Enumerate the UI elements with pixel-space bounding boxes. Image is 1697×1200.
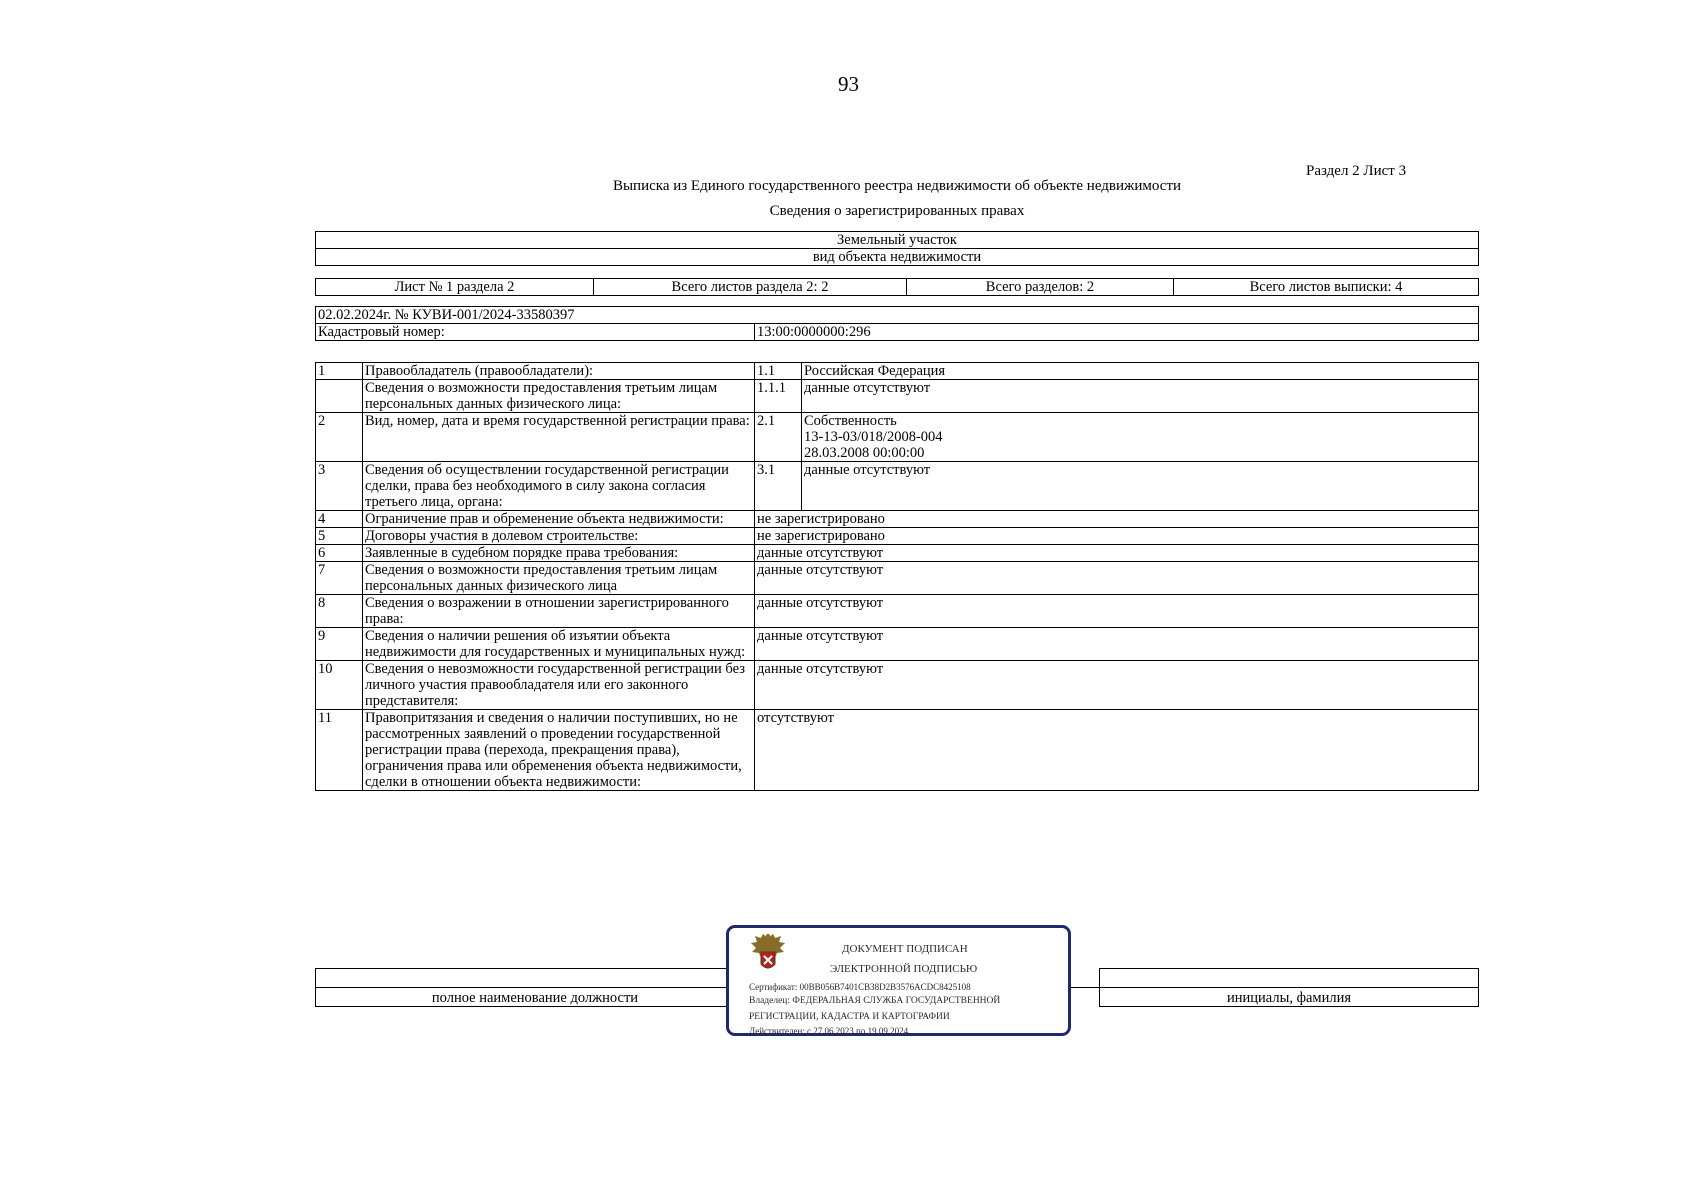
row-number: 3 bbox=[316, 462, 363, 511]
row-label: Сведения об осуществлении государственной регистрации сделки, права без необходимого в силу закона согласия третьего лица, органа: bbox=[363, 462, 755, 511]
extract-date-number: 02.02.2024г. № КУВИ-001/2024-33580397 bbox=[316, 307, 1479, 324]
row-number: 6 bbox=[316, 545, 363, 562]
stamp-owner-1: Владелец: ФЕДЕРАЛЬНАЯ СЛУЖБА ГОСУДАРСТВЕННОЙ bbox=[749, 996, 1001, 1006]
row-number: 4 bbox=[316, 511, 363, 528]
row-value bbox=[802, 413, 1479, 462]
table-row bbox=[316, 595, 1479, 628]
stamp-owner-2: РЕГИСТРАЦИИ, КАДАСТРА И КАРТОГРАФИИ bbox=[749, 1012, 950, 1022]
row-label: Договоры участия в долевом строительстве: bbox=[363, 528, 755, 545]
cadastral-number-label: Кадастровый номер: bbox=[316, 324, 755, 341]
extract-info-table bbox=[315, 306, 1479, 341]
row-subnumber: 3.1 bbox=[755, 462, 802, 511]
stamp-certificate: Сертификат: 00BB056B7401CB38D2B3576ACDC8425108 bbox=[749, 982, 971, 992]
page-number: 93 bbox=[838, 72, 859, 96]
table-row bbox=[316, 661, 1479, 710]
row-number: 7 bbox=[316, 562, 363, 595]
name-label: инициалы, фамилия bbox=[1100, 988, 1479, 1007]
table-row bbox=[316, 462, 1479, 511]
row-number: 10 bbox=[316, 661, 363, 710]
row-number: 9 bbox=[316, 628, 363, 661]
electronic-signature-stamp bbox=[726, 925, 1071, 1036]
extract-sheets-total: Всего листов выписки: 4 bbox=[1174, 279, 1479, 296]
section-reference: Раздел 2 Лист 3 bbox=[1306, 163, 1407, 179]
row-subnumber: 2.1 bbox=[755, 413, 802, 462]
table-row bbox=[316, 562, 1479, 595]
row-value: данные отсутствуют bbox=[755, 595, 1479, 628]
row-label: Правообладатель (правообладатели): bbox=[363, 363, 755, 380]
position-label: полное наименование должности bbox=[316, 988, 755, 1007]
document-subtitle: Сведения о зарегистрированных правах bbox=[769, 203, 1025, 219]
row-value: данные отсутствуют bbox=[802, 462, 1479, 511]
table-row bbox=[316, 528, 1479, 545]
registration-date: 28.03.2008 00:00:00 bbox=[804, 445, 925, 461]
table-row bbox=[316, 710, 1479, 791]
registration-number: 13-13-03/018/2008-004 bbox=[804, 429, 943, 445]
row-number: 5 bbox=[316, 528, 363, 545]
object-type-table bbox=[315, 231, 1479, 266]
row-number: 1 bbox=[316, 363, 363, 380]
row-label: Сведения о возможности предоставления третьим лицам персональных данных физического лица bbox=[363, 562, 755, 595]
document-title: Выписка из Единого государственного реестра недвижимости об объекте недвижимости bbox=[612, 178, 1182, 194]
row-value: не зарегистрировано bbox=[755, 528, 1479, 545]
row-subnumber: 1.1 bbox=[755, 363, 802, 380]
row-number: 11 bbox=[316, 710, 363, 791]
table-row bbox=[316, 628, 1479, 661]
row-value: данные отсутствуют bbox=[755, 661, 1479, 710]
row-number: 8 bbox=[316, 595, 363, 628]
stamp-line-2: ЭЛЕКТРОННОЙ ПОДПИСЬЮ bbox=[830, 963, 978, 975]
rights-table bbox=[315, 362, 1479, 791]
row-value: отсутствуют bbox=[755, 710, 1479, 791]
row-label: Сведения о наличии решения об изъятии объекта недвижимости для государственных и муниципальных нужд: bbox=[363, 628, 755, 661]
table-row bbox=[316, 363, 1479, 380]
table-row bbox=[316, 413, 1479, 462]
object-name: Земельный участок bbox=[316, 232, 1479, 249]
row-label: Сведения о возможности предоставления третьим лицам персональных данных физического лица: bbox=[363, 380, 755, 413]
table-row bbox=[316, 545, 1479, 562]
right-type: Собственность bbox=[804, 413, 897, 429]
sheet-info-table bbox=[315, 278, 1479, 296]
sections-total: Всего разделов: 2 bbox=[907, 279, 1174, 296]
table-row bbox=[316, 380, 1479, 413]
row-value: данные отсутствуют bbox=[802, 380, 1479, 413]
row-label: Заявленные в судебном порядке права требования: bbox=[363, 545, 755, 562]
row-label: Правопритязания и сведения о наличии поступивших, но не рассмотренных заявлений о проведении государственной регистрации права (перехода, прекращения права), ограничения права или обременения объекта недвижимости, сделки в отношении объекта недвижимости: bbox=[363, 710, 755, 791]
table-row bbox=[316, 511, 1479, 528]
row-label: Сведения о возражении в отношении зарегистрированного права: bbox=[363, 595, 755, 628]
row-value: данные отсутствуют bbox=[755, 628, 1479, 661]
row-subnumber: 1.1.1 bbox=[755, 380, 802, 413]
stamp-validity: Действителен: с 27.06.2023 по 19.09.2024 bbox=[749, 1026, 909, 1036]
stamp-line-1: ДОКУМЕНТ ПОДПИСАН bbox=[842, 943, 968, 955]
row-value: данные отсутствуют bbox=[755, 545, 1479, 562]
row-value: Российская Федерация bbox=[802, 363, 1479, 380]
object-type-label: вид объекта недвижимости bbox=[316, 249, 1479, 266]
row-value: не зарегистрировано bbox=[755, 511, 1479, 528]
cadastral-number-value: 13:00:0000000:296 bbox=[755, 324, 1479, 341]
sheet-number: Лист № 1 раздела 2 bbox=[316, 279, 594, 296]
double-headed-eagle-emblem bbox=[749, 932, 787, 976]
row-label: Вид, номер, дата и время государственной регистрации права: bbox=[363, 413, 755, 462]
row-value: данные отсутствуют bbox=[755, 562, 1479, 595]
row-number: 2 bbox=[316, 413, 363, 462]
section-sheets-total: Всего листов раздела 2: 2 bbox=[594, 279, 907, 296]
row-label: Ограничение прав и обременение объекта недвижимости: bbox=[363, 511, 755, 528]
row-label: Сведения о невозможности государственной регистрации без личного участия правообладателя или его законного представителя: bbox=[363, 661, 755, 710]
